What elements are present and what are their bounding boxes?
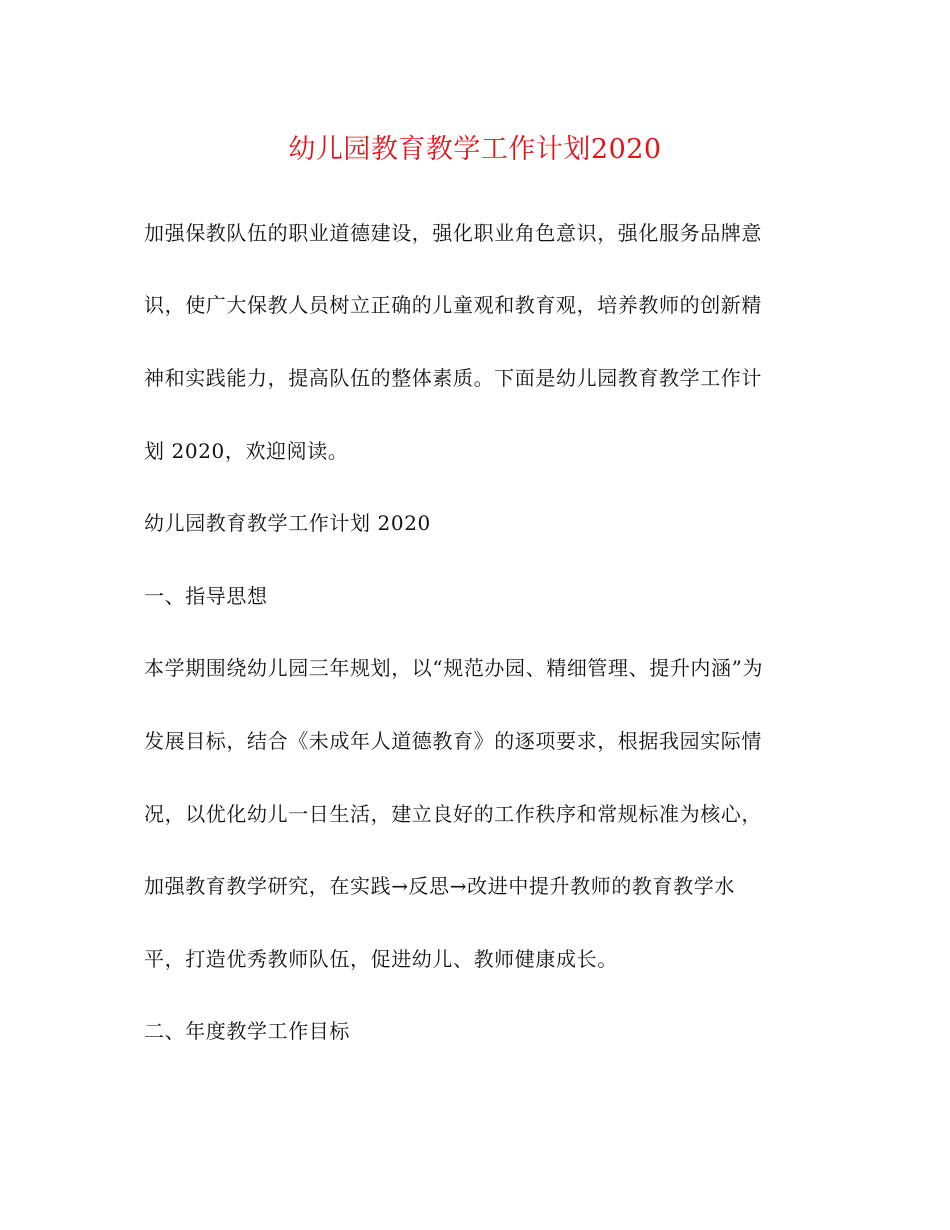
paragraph-line: 本学期围绕幼儿园三年规划，以“规范办园、精细管理、提升内涵”为 — [144, 656, 764, 680]
section-heading-annual-goals: 二、年度教学工作目标 — [144, 1019, 350, 1043]
section-subtitle: 幼儿园教育教学工作计划 2020 — [144, 511, 431, 535]
paragraph-line: 加强教育教学研究，在实践→反思→改进中提升教师的教育教学水 — [144, 874, 735, 898]
paragraph-line: 划 2020，欢迎阅读。 — [144, 439, 349, 463]
paragraph-line: 发展目标，结合《未成年人道德教育》的逐项要求，根据我园实际情 — [144, 729, 762, 753]
paragraph-line: 加强保教队伍的职业道德建设，强化职业角色意识，强化服务品牌意 — [144, 221, 762, 245]
section-heading-guiding-ideology: 一、指导思想 — [144, 584, 268, 608]
paragraph-line: 况，以优化幼儿一日生活，建立良好的工作秩序和常规标准为核心， — [144, 802, 762, 826]
paragraph-line: 神和实践能力，提高队伍的整体素质。下面是幼儿园教育教学工作计 — [144, 366, 762, 390]
paragraph-line: 平，打造优秀教师队伍，促进幼儿、教师健康成长。 — [144, 947, 618, 971]
document-title: 幼儿园教育教学工作计划2020 — [288, 134, 662, 165]
paragraph-line: 识，使广大保教人员树立正确的儿童观和教育观，培养教师的创新精 — [144, 293, 762, 317]
